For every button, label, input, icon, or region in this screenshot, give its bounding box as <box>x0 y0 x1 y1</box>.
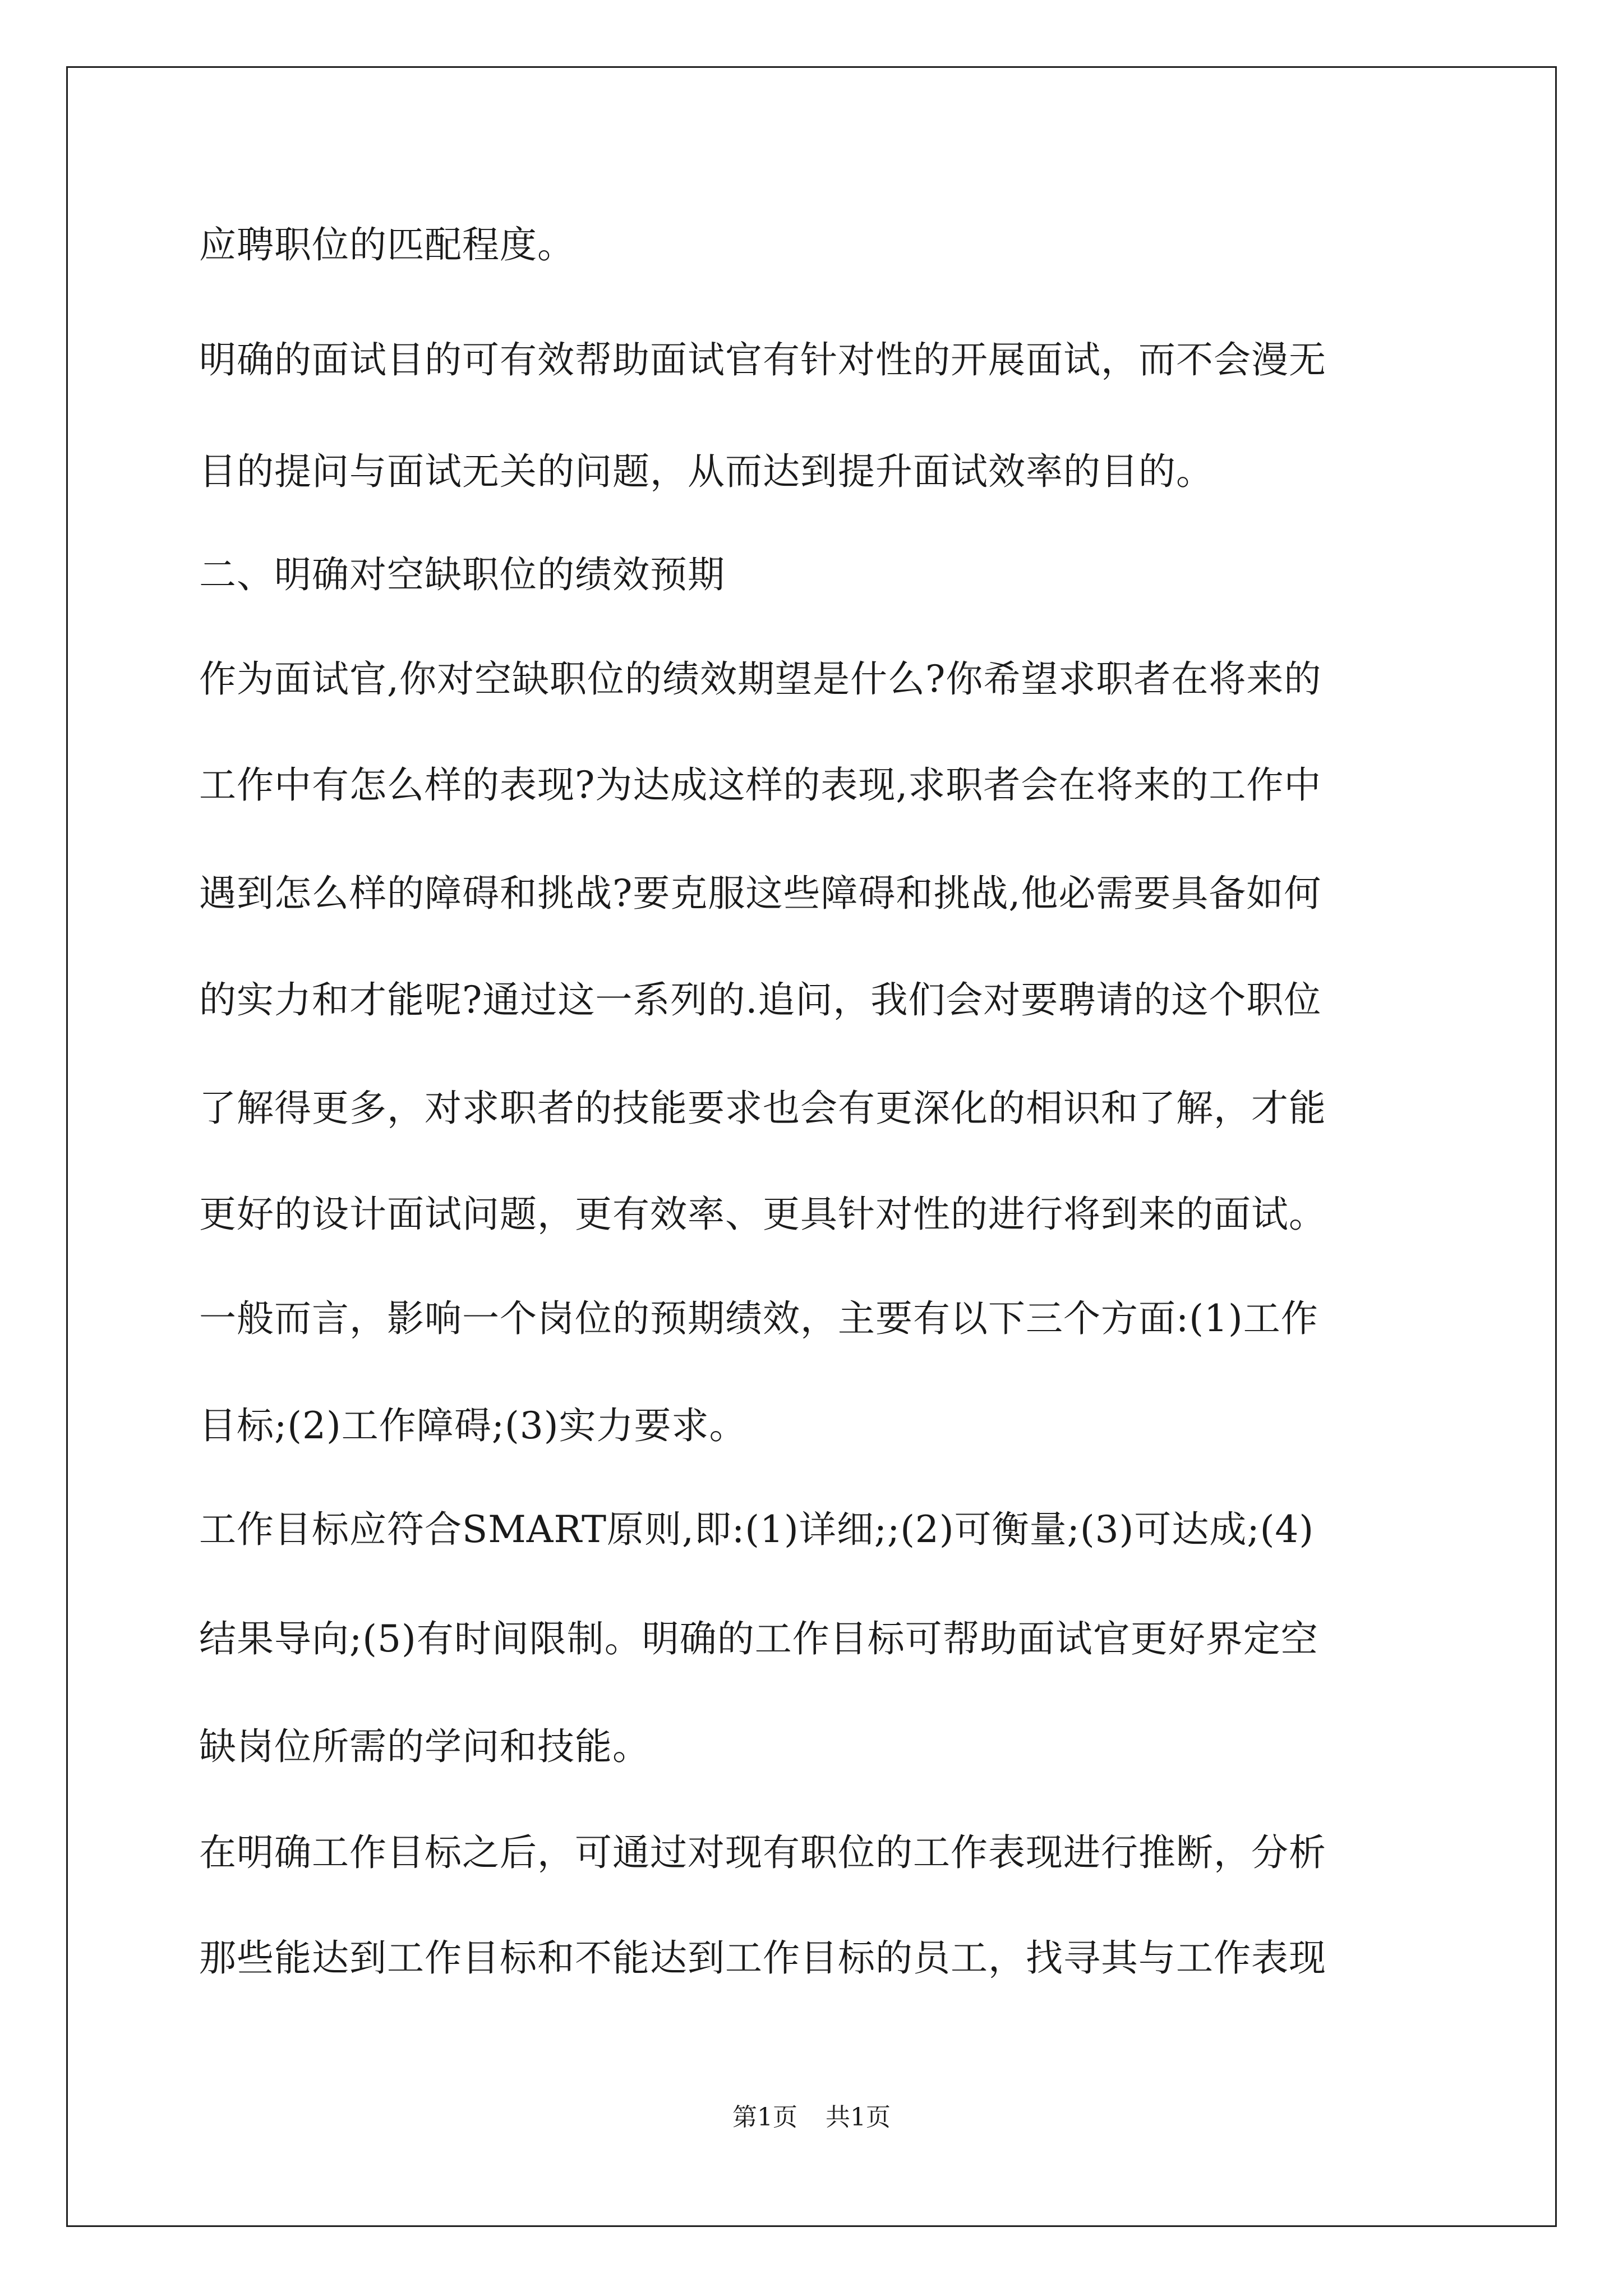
text-line: 应聘职位的匹配程度。 <box>199 223 575 266</box>
page-footer <box>0 2101 1623 2134</box>
text-line: 一般而言，影响一个岗位的预期绩效，主要有以下三个方面:(1)工作 <box>199 1297 1318 1340</box>
text-line: 工作中有怎么样的表现?为达成这样的表现,求职者会在将来的工作中 <box>199 763 1322 807</box>
text-line: 缺岗位所需的学问和技能。 <box>199 1725 650 1768</box>
text-line: 作为面试官,你对空缺职位的绩效期望是什么?你希望求职者在将来的 <box>199 657 1322 701</box>
text-line: 结果导向;(5)有时间限制。明确的工作目标可帮助面试官更好界定空 <box>199 1617 1318 1660</box>
text-line: 工作目标应符合SMART原则,即:(1)详细;;(2)可衡量;(3)可达成;(4) <box>199 1508 1315 1551</box>
text-line: 更好的设计面试问题，更有效率、更具针对性的进行将到来的面试。 <box>199 1193 1326 1236</box>
section-heading: 二、明确对空缺职位的绩效预期 <box>199 553 725 596</box>
text-line: 遇到怎么样的障碍和挑战?要克服这些障碍和挑战,他必需要具备如何 <box>199 872 1322 915</box>
text-line: 目标;(2)工作障碍;(3)实力要求。 <box>199 1404 747 1447</box>
text-line: 目的提问与面试无关的问题，从而达到提升面试效率的目的。 <box>199 450 1214 493</box>
text-line: 了解得更多，对求职者的技能要求也会有更深化的相识和了解，才能 <box>199 1087 1326 1130</box>
text-line: 明确的面试目的可有效帮助面试官有针对性的开展面试，而不会漫无 <box>199 338 1326 381</box>
text-line: 在明确工作目标之后，可通过对现有职位的工作表现进行推断，分析 <box>199 1831 1326 1874</box>
page-number: 第1页 <box>732 2103 797 2132</box>
text-line: 的实力和才能呢?通过这一系列的.追问，我们会对要聘请的这个职位 <box>199 978 1322 1022</box>
page-total: 共1页 <box>826 2103 891 2132</box>
page-border <box>66 66 1557 2227</box>
text-line: 那些能达到工作目标和不能达到工作目标的员工，找寻其与工作表现 <box>199 1936 1326 1980</box>
